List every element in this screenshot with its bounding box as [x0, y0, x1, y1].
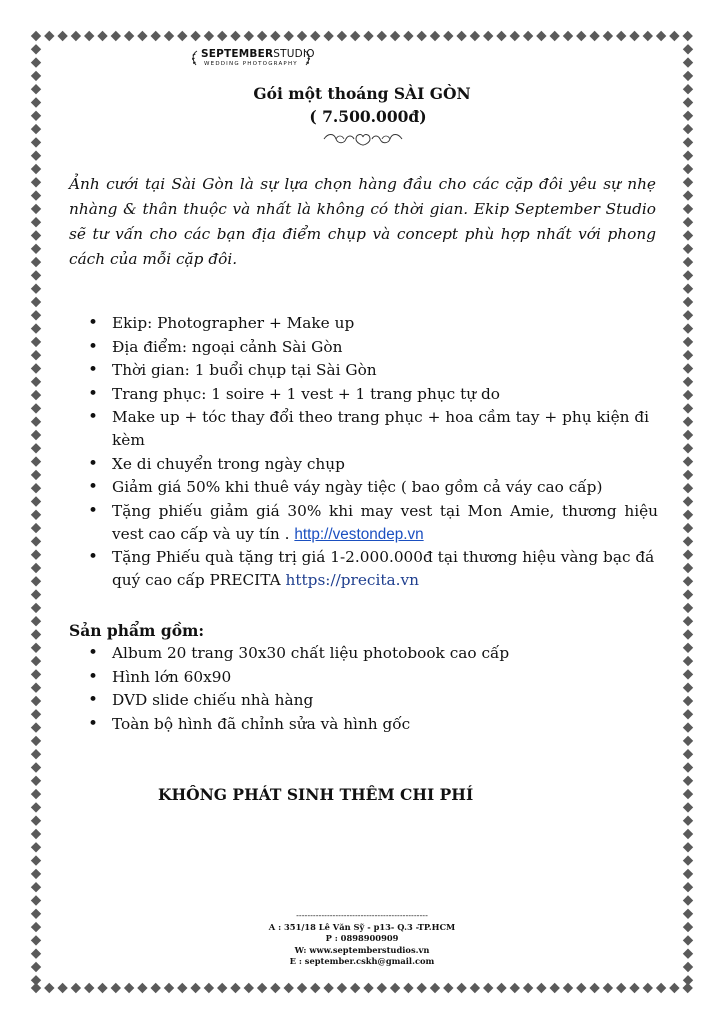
border-diamond [523, 983, 533, 993]
border-diamond [683, 709, 693, 719]
border-diamond [84, 31, 94, 41]
border-diamond [310, 983, 320, 993]
border-diamond [483, 983, 493, 993]
border-diamond [683, 683, 693, 693]
border-diamond [656, 983, 666, 993]
border-diamond [31, 71, 41, 81]
border-diamond [297, 31, 307, 41]
border-diamond [31, 270, 41, 280]
border-diamond [31, 284, 41, 294]
border-diamond [683, 616, 693, 626]
border-diamond [31, 895, 41, 905]
border-diamond [31, 363, 41, 373]
border-diamond [683, 443, 693, 453]
border-diamond [430, 983, 440, 993]
vestondep-link[interactable]: http://vestondep.vn [294, 525, 424, 543]
border-diamond [683, 377, 693, 387]
border-diamond [71, 983, 81, 993]
border-diamond [683, 603, 693, 613]
border-diamond [683, 909, 693, 919]
border-diamond [363, 31, 373, 41]
border-diamond [643, 983, 653, 993]
border-diamond [31, 244, 41, 254]
border-diamond [151, 983, 161, 993]
border-diamond [683, 975, 693, 985]
border-diamond [683, 576, 693, 586]
border-diamond [31, 643, 41, 653]
border-diamond [31, 230, 41, 240]
border-diamond [683, 297, 693, 307]
border-diamond [31, 177, 41, 187]
border-diamond [204, 983, 214, 993]
border-diamond [683, 137, 693, 147]
border-diamond [443, 31, 453, 41]
border-diamond [616, 983, 626, 993]
logo-tagline: WEDDING PHOTOGRAPHY [204, 61, 298, 67]
border-diamond [97, 983, 107, 993]
border-diamond [177, 983, 187, 993]
border-diamond [683, 323, 693, 333]
border-diamond [31, 802, 41, 812]
border-diamond [350, 983, 360, 993]
border-diamond [31, 390, 41, 400]
border-diamond [403, 983, 413, 993]
border-diamond [31, 510, 41, 520]
border-diamond [683, 204, 693, 214]
intro-paragraph: Ảnh cưới tại Sài Gòn là sự lựa chọn hàng đầu cho các cặp đôi yêu sự nhẹ nhàng & thân thuộc và nhất là không có thời gian. Ekip September Studio sẽ tư vấn cho các bạn địa điểm chụp và concept phù hợp nhất với phong cách của mỗi cặp đôi. [69, 175, 656, 268]
border-diamond [31, 377, 41, 387]
border-diamond [31, 776, 41, 786]
border-diamond [31, 443, 41, 453]
border-diamond [550, 983, 560, 993]
border-diamond [683, 629, 693, 639]
border-diamond [204, 31, 214, 41]
border-diamond [31, 190, 41, 200]
products-list [88, 642, 658, 736]
border-diamond [31, 57, 41, 67]
border-diamond [683, 496, 693, 506]
ornament-divider-icon [322, 131, 404, 147]
border-diamond [683, 962, 693, 972]
border-diamond [190, 983, 200, 993]
precita-offer-text: Tặng Phiếu quà tặng trị giá 1-2.000.000đ tại thương hiệu vàng bạc đá quý cao cấp PRECITA [112, 548, 655, 589]
border-diamond [31, 137, 41, 147]
border-diamond [669, 31, 679, 41]
border-diamond [31, 337, 41, 347]
no-extra-cost-note: KHÔNG PHÁT SINH THÊM CHI PHÍ [158, 785, 474, 804]
border-diamond [31, 164, 41, 174]
border-diamond [683, 589, 693, 599]
border-diamond [31, 656, 41, 666]
border-diamond [111, 983, 121, 993]
border-diamond [31, 603, 41, 613]
border-diamond [31, 563, 41, 573]
border-diamond [284, 31, 294, 41]
border-diamond [683, 190, 693, 200]
border-diamond [683, 270, 693, 280]
border-diamond [31, 350, 41, 360]
border-diamond [403, 31, 413, 41]
border-diamond [683, 669, 693, 679]
border-diamond [629, 31, 639, 41]
border-diamond [31, 456, 41, 466]
border-diamond [377, 31, 387, 41]
border-diamond [536, 31, 546, 41]
border-diamond [683, 722, 693, 732]
border-diamond [97, 31, 107, 41]
border-diamond [576, 983, 586, 993]
border-diamond [190, 31, 200, 41]
border-diamond [57, 31, 67, 41]
feature-list [88, 312, 658, 593]
border-diamond [417, 983, 427, 993]
border-diamond [244, 983, 254, 993]
border-diamond [31, 842, 41, 852]
border-diamond [44, 31, 54, 41]
border-diamond [683, 696, 693, 706]
border-diamond [31, 550, 41, 560]
border-diamond [683, 736, 693, 746]
logo-brand-thin: STUDIO [273, 48, 315, 60]
border-diamond [31, 669, 41, 679]
border-diamond [31, 736, 41, 746]
border-diamond [31, 962, 41, 972]
footer-address: A : 351/18 Lê Văn Sỹ - p13- Q.3 -TP.HCM [268, 921, 456, 932]
border-diamond [297, 983, 307, 993]
border-diamond [683, 217, 693, 227]
border-diamond [683, 417, 693, 427]
border-diamond [683, 523, 693, 533]
border-diamond [284, 983, 294, 993]
border-diamond [323, 983, 333, 993]
border-diamond [71, 31, 81, 41]
border-diamond [470, 31, 480, 41]
border-diamond [164, 31, 174, 41]
border-diamond [616, 31, 626, 41]
border-diamond [683, 350, 693, 360]
border-diamond [323, 31, 333, 41]
border-diamond [31, 44, 41, 54]
border-diamond [563, 31, 573, 41]
list-item: • Thời gian: 1 buổi chụp tại Sài Gòn [88, 359, 658, 382]
border-diamond [656, 31, 666, 41]
border-diamond [257, 31, 267, 41]
border-diamond [31, 151, 41, 161]
border-diamond [683, 470, 693, 480]
border-diamond [31, 576, 41, 586]
footer-phone: P : 0898900909 [325, 933, 399, 943]
border-diamond [510, 31, 520, 41]
border-diamond [31, 789, 41, 799]
logo-wordmark [201, 48, 316, 60]
border-diamond [31, 629, 41, 639]
border-diamond [589, 983, 599, 993]
border-diamond [603, 31, 613, 41]
border-diamond [363, 983, 373, 993]
border-diamond [390, 31, 400, 41]
border-diamond [683, 816, 693, 826]
border-diamond [337, 983, 347, 993]
border-diamond [31, 909, 41, 919]
border-diamond [563, 983, 573, 993]
laurel-left-icon [190, 50, 200, 66]
border-diamond [683, 643, 693, 653]
border-diamond [683, 31, 693, 41]
border-diamond [523, 31, 533, 41]
border-diamond [683, 776, 693, 786]
border-diamond [31, 204, 41, 214]
border-diamond [31, 403, 41, 413]
border-diamond [337, 31, 347, 41]
border-diamond [683, 44, 693, 54]
border-diamond [430, 31, 440, 41]
border-diamond [443, 983, 453, 993]
list-item: • Album 20 trang 30x30 chất liệu photobook cao cấp [88, 642, 658, 666]
border-diamond [230, 31, 240, 41]
border-diamond [257, 983, 267, 993]
border-diamond [310, 31, 320, 41]
border-diamond [164, 983, 174, 993]
border-diamond [510, 983, 520, 993]
vest-offer-text: Tặng phiếu giảm giá 30% khi may vest tại Mon Amie, thương hiệu vest cao cấp và uy tín . [112, 501, 658, 543]
list-item: • Giảm giá 50% khi thuê váy ngày tiệc ( bao gồm cả váy cao cấp) [88, 476, 658, 499]
border-diamond [683, 563, 693, 573]
border-diamond [536, 983, 546, 993]
border-diamond [683, 656, 693, 666]
border-diamond [496, 31, 506, 41]
border-diamond [377, 983, 387, 993]
border-diamond [683, 789, 693, 799]
list-item: • Hình lớn 60x90 [88, 666, 658, 690]
border-diamond [390, 983, 400, 993]
border-diamond [456, 983, 466, 993]
border-diamond [217, 983, 227, 993]
border-diamond [31, 922, 41, 932]
list-item: • Địa điểm: ngoại cảnh Sài Gòn [88, 336, 658, 359]
laurel-right-icon [302, 50, 312, 66]
border-diamond [124, 983, 134, 993]
products-heading: Sản phẩm gồm: [69, 621, 205, 640]
border-diamond [31, 749, 41, 759]
border-diamond [417, 31, 427, 41]
border-diamond [550, 31, 560, 41]
border-diamond [683, 762, 693, 772]
border-diamond [603, 983, 613, 993]
list-item: • Toàn bộ hình đã chỉnh sửa và hình gốc [88, 713, 658, 737]
border-diamond [483, 31, 493, 41]
border-diamond [589, 31, 599, 41]
border-diamond [111, 31, 121, 41]
list-item: • Xe di chuyển trong ngày chụp [88, 453, 658, 476]
border-diamond [31, 696, 41, 706]
border-diamond [31, 722, 41, 732]
border-diamond [57, 983, 67, 993]
border-diamond [350, 31, 360, 41]
border-diamond [683, 802, 693, 812]
border-diamond [31, 483, 41, 493]
list-item: • Trang phục: 1 soire + 1 vest + 1 trang phục tự do [88, 383, 658, 406]
border-diamond [683, 510, 693, 520]
border-diamond [683, 71, 693, 81]
border-diamond [31, 683, 41, 693]
border-diamond [629, 983, 639, 993]
border-diamond [683, 284, 693, 294]
border-diamond [270, 983, 280, 993]
border-diamond [31, 310, 41, 320]
list-item [88, 546, 658, 592]
border-diamond [683, 855, 693, 865]
border-diamond [270, 31, 280, 41]
border-diamond [683, 244, 693, 254]
border-diamond [31, 217, 41, 227]
border-diamond [683, 895, 693, 905]
border-diamond [44, 983, 54, 993]
list-item: • DVD slide chiếu nhà hàng [88, 689, 658, 713]
border-diamond [31, 323, 41, 333]
border-diamond [683, 949, 693, 959]
border-diamond [683, 869, 693, 879]
border-diamond [31, 882, 41, 892]
border-diamond [31, 523, 41, 533]
border-diamond [683, 483, 693, 493]
studio-logo [190, 48, 316, 76]
border-diamond [683, 536, 693, 546]
border-diamond [643, 31, 653, 41]
border-diamond [31, 496, 41, 506]
footer-web: W: www.septemberstudios.vn [294, 944, 430, 955]
package-price: ( 7.500.000đ) [309, 107, 427, 126]
border-diamond [683, 390, 693, 400]
border-diamond [683, 550, 693, 560]
border-diamond [683, 922, 693, 932]
border-diamond [683, 403, 693, 413]
border-diamond [683, 57, 693, 67]
border-diamond [31, 417, 41, 427]
border-diamond [683, 430, 693, 440]
border-diamond [683, 363, 693, 373]
border-diamond [137, 31, 147, 41]
border-diamond [124, 31, 134, 41]
logo-brand-bold: SEPTEMBER [201, 48, 274, 60]
border-diamond [217, 31, 227, 41]
border-diamond [177, 31, 187, 41]
precita-link[interactable]: https://precita.vn [285, 571, 420, 589]
list-item: • Make up + tóc thay đổi theo trang phục + hoa cầm tay + phụ kiện đi kèm [88, 406, 658, 452]
border-diamond [683, 749, 693, 759]
border-diamond [576, 31, 586, 41]
border-diamond [244, 31, 254, 41]
border-diamond [31, 975, 41, 985]
border-diamond [683, 230, 693, 240]
list-item [88, 500, 658, 546]
border-diamond [84, 983, 94, 993]
border-diamond [683, 935, 693, 945]
border-diamond [31, 709, 41, 719]
border-diamond [683, 842, 693, 852]
border-diamond [683, 456, 693, 466]
border-diamond [137, 983, 147, 993]
border-diamond [683, 164, 693, 174]
list-item: • Ekip: Photographer + Make up [88, 312, 658, 335]
border-diamond [31, 762, 41, 772]
border-diamond [31, 949, 41, 959]
footer-email: E : september.cskh@gmail.com [289, 956, 435, 966]
contact-footer [262, 910, 462, 968]
border-diamond [496, 983, 506, 993]
border-diamond [683, 310, 693, 320]
border-diamond [151, 31, 161, 41]
border-diamond [31, 297, 41, 307]
border-diamond [31, 31, 41, 41]
border-diamond [683, 257, 693, 267]
border-diamond [683, 177, 693, 187]
border-diamond [31, 816, 41, 826]
border-diamond [31, 829, 41, 839]
border-diamond [31, 935, 41, 945]
footer-separator: ----------------------------------------------- [296, 910, 428, 920]
border-diamond [31, 589, 41, 599]
border-diamond [31, 257, 41, 267]
border-diamond [31, 536, 41, 546]
border-diamond [683, 151, 693, 161]
border-diamond [31, 430, 41, 440]
border-diamond [683, 829, 693, 839]
package-title: Gói một thoáng SÀI GÒN [253, 84, 471, 103]
border-diamond [31, 470, 41, 480]
border-diamond [683, 882, 693, 892]
border-diamond [456, 31, 466, 41]
border-diamond [230, 983, 240, 993]
border-diamond [31, 869, 41, 879]
border-diamond [31, 616, 41, 626]
border-diamond [669, 983, 679, 993]
border-diamond [683, 337, 693, 347]
border-diamond [31, 855, 41, 865]
border-diamond [470, 983, 480, 993]
